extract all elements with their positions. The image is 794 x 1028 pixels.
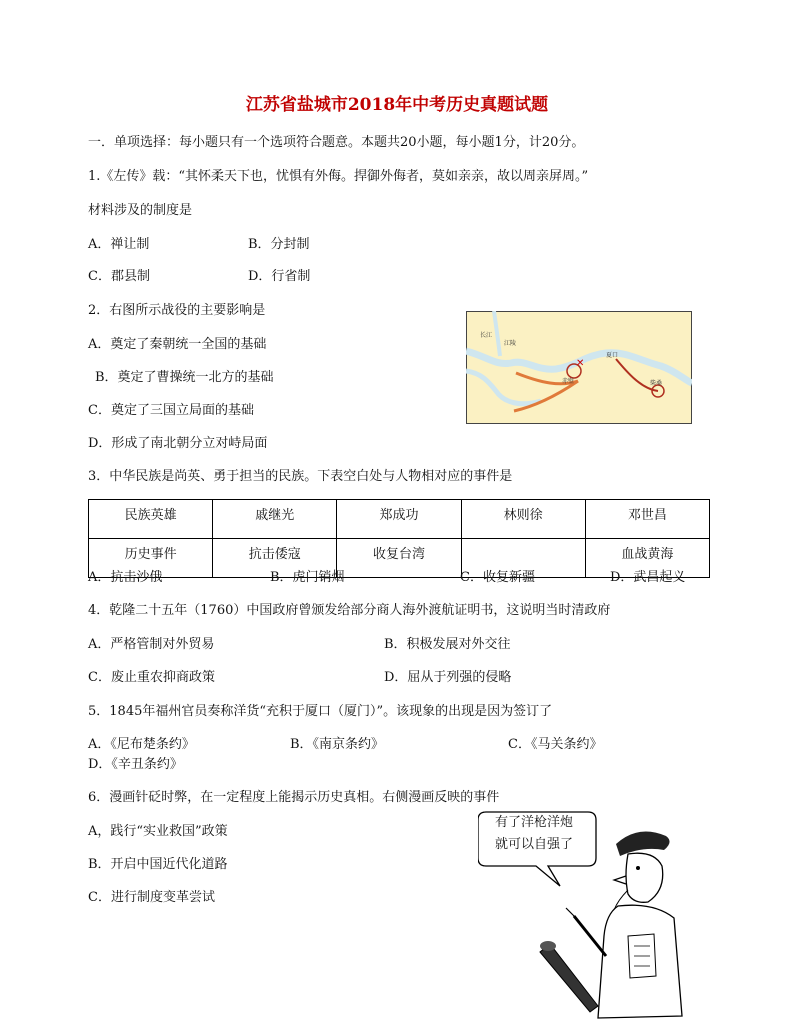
table-cell: 戚继光	[213, 500, 337, 539]
q2-option-b: B．奠定了曹操统一北方的基础	[95, 370, 274, 385]
map-label: 长江	[480, 332, 493, 339]
q3-option-d: D．武昌起义	[610, 570, 686, 585]
q5-option-a: A．《尼布楚条约》	[88, 737, 195, 752]
q4-option-b: B．积极发展对外交往	[384, 637, 511, 652]
q6-option-a: A，践行“实业救国”政策	[88, 824, 228, 839]
q1-option-b: B．分封制	[248, 237, 310, 252]
q2-option-a: A．奠定了秦朝统一全国的基础	[88, 337, 267, 352]
q3-option-c: C．收复新疆	[460, 570, 535, 585]
q1-option-d: D．行省制	[248, 269, 311, 284]
map-label: 夏口	[606, 352, 619, 359]
q5-stem: 5．1845年福州官员奏称洋货“充积于厦口（厦门）”。该现象的出现是因为签订了	[88, 704, 553, 719]
q6-option-b: B．开启中国近代化道路	[88, 857, 228, 872]
table-row	[89, 500, 710, 539]
q5-option-b: B．《南京条约》	[290, 737, 385, 752]
q4-option-a: A．严格管制对外贸易	[88, 637, 215, 652]
q3-stem: 3．中华民族是尚英、勇于担当的民族。下表空白处与人物相对应的事件是	[88, 469, 513, 484]
speech-line-1: 有了洋枪洋炮	[494, 815, 573, 830]
map-label: 江陵	[504, 340, 517, 347]
q1-option-a: A．禅让制	[88, 237, 150, 252]
map-label: 赤壁	[562, 378, 575, 385]
battle-map-image	[466, 311, 692, 424]
speech-line-2: 就可以自强了	[494, 837, 573, 852]
q3-option-a: A．抗击沙俄	[88, 570, 163, 585]
table-cell: 抗击倭寇	[213, 539, 337, 578]
q6-stem: 6．漫画针砭时弊，在一定程度上能揭示历史真相。右侧漫画反映的事件	[88, 790, 500, 805]
table-cell: 血战黄海	[585, 539, 709, 578]
battle-cross-icon: ✕	[576, 358, 585, 369]
page-title: 江苏省盐城市2018年中考历史真题试题	[245, 95, 549, 115]
section-heading: 一．单项选择：每小题只有一个选项符合题意。本题共20小题，每小题1分，计20分。	[88, 135, 585, 150]
q6-option-c: C．进行制度变革尝试	[88, 890, 215, 905]
table-cell: 郑成功	[337, 500, 461, 539]
q2-option-c: C．奠定了三国立局面的基础	[88, 403, 254, 418]
q4-stem: 4．乾隆二十五年（1760）中国政府曾颁发给部分商人海外渡航证明书，这说明当时清政府	[88, 603, 611, 618]
speech-bubble-text	[482, 812, 586, 856]
table-cell: 历史事件	[89, 539, 213, 578]
q1-stem: 1.《左传》载：“其怀柔天下也，忧惧有外侮。捍御外侮者，莫如亲亲，故以周亲屏周。”	[88, 169, 589, 184]
q2-stem: 2．右图所示战役的主要影响是	[88, 303, 266, 318]
table-cell: 邓世昌	[585, 500, 709, 539]
table-cell: 林则徐	[461, 500, 585, 539]
table-cell: 收复台湾	[337, 539, 461, 578]
map-label: 柴桑	[650, 380, 663, 387]
q4-option-d: D．屈从于列强的侵略	[384, 670, 512, 685]
table-cell: 民族英雄	[89, 500, 213, 539]
q2-option-d: D．形成了南北朝分立对峙局面	[88, 436, 268, 451]
q5-option-c: C．《马关条约》	[508, 737, 603, 752]
q4-option-c: C．废止重农抑商政策	[88, 670, 215, 685]
q5-option-d: D．《辛丑条约》	[88, 757, 183, 772]
q3-option-b: B．虎门销烟	[270, 570, 345, 585]
q1-stem-2: 材料涉及的制度是	[88, 203, 193, 218]
q1-option-c: C．郡县制	[88, 269, 150, 284]
heroes-table	[88, 499, 710, 578]
